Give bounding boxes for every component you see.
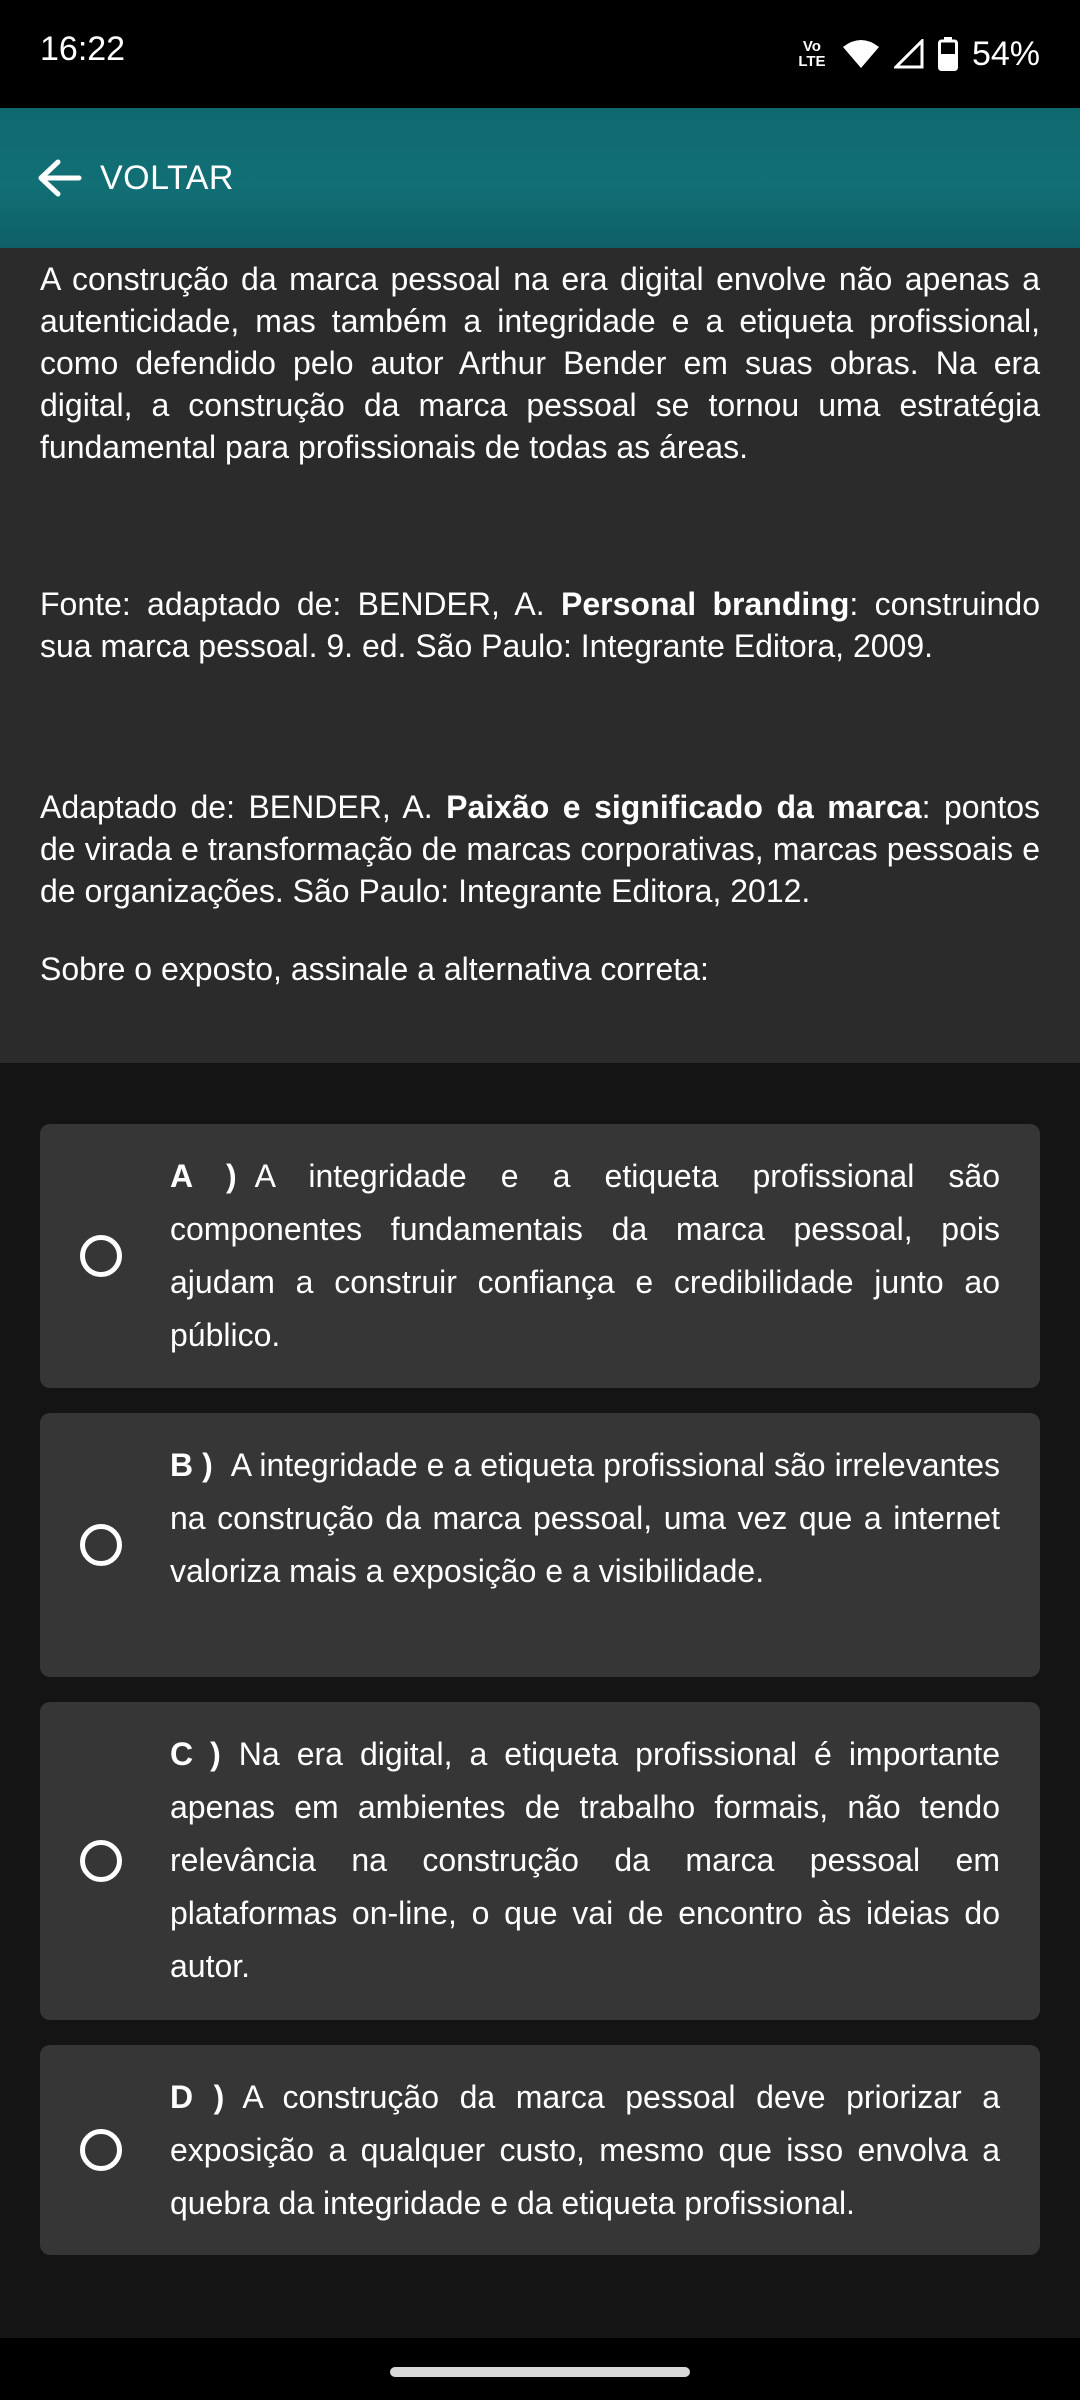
app-header — [0, 108, 1080, 248]
option-a-text: A ) A integridade e a etiqueta profissional são componentes fundamentais da marca pessoal, pois ajudam a construir confiança e credibilidade junto ao público. — [170, 1158, 1001, 1353]
radio-button-d[interactable] — [80, 2129, 122, 2171]
question-panel — [0, 248, 1080, 1063]
back-label: VOLTAR — [100, 158, 234, 197]
battery-icon — [938, 37, 958, 71]
signal-icon — [894, 39, 924, 69]
status-time: 16:22 — [40, 30, 126, 68]
question-prompt: Sobre o exposto, assinale a alternativa correta: — [40, 951, 709, 987]
radio-button-c[interactable] — [80, 1840, 122, 1882]
battery-percentage: 54% — [971, 34, 1040, 73]
option-d[interactable] — [40, 2045, 1040, 2255]
option-a[interactable] — [40, 1124, 1040, 1388]
back-button[interactable] — [36, 148, 234, 208]
option-b[interactable] — [40, 1413, 1040, 1677]
radio-button-a[interactable] — [80, 1235, 122, 1277]
home-gesture-handle[interactable] — [390, 2367, 690, 2377]
arrow-left-icon — [36, 158, 82, 198]
status-bar — [0, 0, 1080, 108]
source-reference-1: Fonte: adaptado de: BENDER, A. Personal branding: construindo sua marca pessoal. 9. ed. São Paulo: Integrante Editora, 2009. — [40, 586, 1041, 664]
radio-button-b[interactable] — [80, 1524, 122, 1566]
wifi-icon — [842, 39, 880, 69]
status-icons — [796, 30, 1040, 78]
option-c[interactable] — [40, 1702, 1040, 2020]
source-reference-2: Adaptado de: BENDER, A. Paixão e significado da marca: pontos de virada e transformação de marcas corporativas, marcas pessoais e de organizações. São Paulo: Integrante Editora, 2012. — [40, 789, 1041, 909]
option-b-text: B ) A integridade e a etiqueta profissional são irrelevantes na construção da marca pessoal, uma vez que a internet valoriza mais a exposição e a visibilidade. — [170, 1447, 1001, 1589]
question-paragraph: A construção da marca pessoal na era digital envolve não apenas a autenticidade, mas também a integridade e a etiqueta profissional, como defendido pelo autor Arthur Bender em suas obras. Na era digital, a construção da marca pessoal se tornou uma estratégia fundamental para profissionais de todas as áreas. — [40, 261, 1040, 465]
volte-icon: Vo LTE — [798, 38, 826, 70]
option-d-text: D ) A construção da marca pessoal deve priorizar a exposição a qualquer custo, mesmo que isso envolva a quebra da integridade e da etiqueta profissional. — [170, 2079, 1001, 2221]
navigation-bar — [0, 2338, 1080, 2400]
option-c-text: C ) Na era digital, a etiqueta profissional é importante apenas em ambientes de trabalho formais, não tendo relevância na construção da marca pessoal em plataformas on-line, o que vai de encontro às ideias do autor. — [170, 1736, 1001, 1984]
